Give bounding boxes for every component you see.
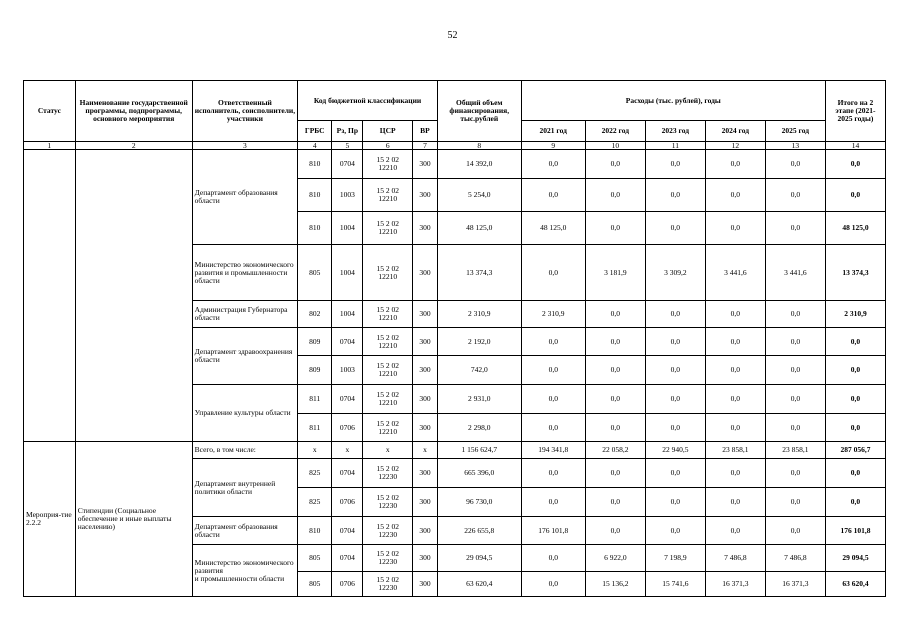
vr-cell: 300 bbox=[413, 385, 438, 414]
rzpr-cell: 1004 bbox=[332, 301, 363, 328]
year-value-cell: 0,0 bbox=[765, 459, 825, 488]
vr-cell: 300 bbox=[413, 414, 438, 442]
csr-line: 15 2 02 bbox=[376, 464, 399, 473]
csr-cell bbox=[363, 545, 413, 572]
csr-cell bbox=[363, 245, 413, 301]
rzpr-cell: 1004 bbox=[332, 245, 363, 301]
csr-line: 12210 bbox=[378, 398, 398, 407]
col-num: 5 bbox=[332, 142, 363, 150]
status-cell bbox=[24, 150, 76, 442]
stage-total-cell: 0,0 bbox=[825, 150, 885, 179]
csr-line: 12210 bbox=[378, 426, 398, 436]
total-cell: 13 374,3 bbox=[437, 245, 521, 301]
year-value-cell: 194 341,8 bbox=[521, 442, 585, 459]
csr-cell bbox=[363, 150, 413, 179]
year-value-cell: 7 198,9 bbox=[645, 545, 705, 572]
year-value-cell: 176 101,8 bbox=[521, 517, 585, 545]
csr-line: 12230 bbox=[378, 472, 398, 481]
csr-line: 15 2 02 bbox=[376, 155, 399, 164]
responsible-cell: Администрация Губернатора области bbox=[192, 301, 298, 328]
year-value-cell: 23 858,1 bbox=[765, 442, 825, 459]
year-value-cell: 0,0 bbox=[521, 356, 585, 385]
name-cell bbox=[75, 150, 192, 442]
responsible-cell: Управление культуры области bbox=[192, 385, 298, 442]
year-value-cell: 0,0 bbox=[705, 328, 765, 356]
header-expenses: Расходы (тыс. рублей), годы bbox=[521, 81, 825, 121]
header-total: Общий объем финансирования, тыс.рублей bbox=[437, 81, 521, 142]
year-value-cell: 0,0 bbox=[765, 150, 825, 179]
rzpr-cell: 0704 bbox=[332, 385, 363, 414]
vr-cell: 300 bbox=[413, 572, 438, 597]
total-cell: 63 620,4 bbox=[437, 572, 521, 597]
stage-total-cell: 0,0 bbox=[825, 385, 885, 414]
col-num: 1 bbox=[24, 142, 76, 150]
grbs-cell: 802 bbox=[298, 301, 332, 328]
column-numbers-row bbox=[24, 142, 886, 150]
year-value-cell: 0,0 bbox=[521, 488, 585, 517]
csr-line: 12230 bbox=[378, 501, 398, 510]
stage-total-cell: 13 374,3 bbox=[825, 245, 885, 301]
stage-total-cell: 2 310,9 bbox=[825, 301, 885, 328]
year-value-cell: 3 441,6 bbox=[705, 245, 765, 301]
csr-line: 15 2 02 bbox=[376, 219, 399, 228]
csr-cell bbox=[363, 179, 413, 212]
year-value-cell: 48 125,0 bbox=[521, 212, 585, 245]
col-num: 11 bbox=[645, 142, 705, 150]
rzpr-cell: 1003 bbox=[332, 356, 363, 385]
rzpr-cell: 0706 bbox=[332, 488, 363, 517]
header-2021: 2021 год bbox=[521, 121, 585, 142]
total-cell: 5 254,0 bbox=[437, 179, 521, 212]
csr-line: 15 2 02 bbox=[376, 361, 399, 370]
responsible-line: Министерство экономического развития bbox=[194, 557, 294, 575]
vr-cell: 300 bbox=[413, 356, 438, 385]
col-num: 7 bbox=[413, 142, 438, 150]
year-value-cell: 0,0 bbox=[705, 385, 765, 414]
year-value-cell: 0,0 bbox=[585, 356, 645, 385]
responsible-cell: Департамент внутренней политики области bbox=[192, 459, 298, 517]
col-num: 10 bbox=[585, 142, 645, 150]
rzpr-cell: 0704 bbox=[332, 328, 363, 356]
vr-cell: 300 bbox=[413, 212, 438, 245]
year-value-cell: 0,0 bbox=[521, 385, 585, 414]
year-value-cell: 0,0 bbox=[705, 356, 765, 385]
responsible-cell: Департамент образования области bbox=[192, 150, 298, 245]
grbs-cell: 811 bbox=[298, 414, 332, 442]
year-value-cell: 0,0 bbox=[705, 459, 765, 488]
table-row-total bbox=[24, 442, 886, 459]
col-num: 8 bbox=[437, 142, 521, 150]
budget-table bbox=[23, 80, 886, 597]
year-value-cell: 0,0 bbox=[645, 150, 705, 179]
year-value-cell: 0,0 bbox=[521, 328, 585, 356]
year-value-cell: 2 310,9 bbox=[521, 301, 585, 328]
total-cell: 2 298,0 bbox=[437, 414, 521, 442]
year-value-cell: 15 136,2 bbox=[585, 572, 645, 597]
year-value-cell: 7 486,8 bbox=[705, 545, 765, 572]
csr-line: 12210 bbox=[378, 271, 398, 281]
total-cell: 29 094,5 bbox=[437, 545, 521, 572]
col-num: 14 bbox=[825, 142, 885, 150]
header-2024: 2024 год bbox=[705, 121, 765, 142]
header-rzpr: Рз, Пр bbox=[332, 121, 363, 142]
year-value-cell: 0,0 bbox=[765, 517, 825, 545]
vr-cell: х bbox=[413, 442, 438, 459]
grbs-cell: 810 bbox=[298, 517, 332, 545]
stage-total-cell: 29 094,5 bbox=[825, 545, 885, 572]
grbs-cell: 809 bbox=[298, 328, 332, 356]
responsible-cell bbox=[192, 545, 298, 597]
rzpr-cell: 0706 bbox=[332, 414, 363, 442]
csr-line: 12210 bbox=[378, 313, 398, 322]
year-value-cell: 3 181,9 bbox=[585, 245, 645, 301]
csr-cell bbox=[363, 517, 413, 545]
year-value-cell: 3 309,2 bbox=[645, 245, 705, 301]
year-value-cell: 16 371,3 bbox=[765, 572, 825, 597]
vr-cell: 300 bbox=[413, 245, 438, 301]
year-value-cell: 0,0 bbox=[645, 212, 705, 245]
total-cell: 14 392,0 bbox=[437, 150, 521, 179]
csr-line: 12230 bbox=[378, 583, 398, 592]
csr-cell bbox=[363, 301, 413, 328]
year-value-cell: 0,0 bbox=[765, 212, 825, 245]
year-value-cell: 0,0 bbox=[585, 488, 645, 517]
csr-line: 15 2 02 bbox=[376, 305, 399, 314]
year-value-cell: 0,0 bbox=[765, 488, 825, 517]
total-cell: 2 192,0 bbox=[437, 328, 521, 356]
year-value-cell: 0,0 bbox=[645, 459, 705, 488]
header-budget-code: Код бюджетной классификации bbox=[298, 81, 438, 121]
grbs-cell: 809 bbox=[298, 356, 332, 385]
total-cell: 2 931,0 bbox=[437, 385, 521, 414]
rzpr-cell: 0706 bbox=[332, 572, 363, 597]
grbs-cell: 810 bbox=[298, 212, 332, 245]
vr-cell: 300 bbox=[413, 179, 438, 212]
year-value-cell: 0,0 bbox=[765, 179, 825, 212]
csr-cell: х bbox=[363, 442, 413, 459]
year-value-cell: 0,0 bbox=[645, 328, 705, 356]
stage-total-cell: 0,0 bbox=[825, 488, 885, 517]
grbs-cell: 810 bbox=[298, 179, 332, 212]
year-value-cell: 0,0 bbox=[521, 459, 585, 488]
year-value-cell: 0,0 bbox=[521, 414, 585, 442]
csr-line: 12210 bbox=[378, 194, 398, 203]
total-cell: 226 655,8 bbox=[437, 517, 521, 545]
csr-line: 15 2 02 bbox=[376, 521, 399, 531]
year-value-cell: 0,0 bbox=[705, 179, 765, 212]
grbs-cell: 805 bbox=[298, 572, 332, 597]
header-status: Статус bbox=[24, 81, 76, 142]
csr-line: 12230 bbox=[378, 557, 398, 566]
csr-line: 15 2 02 bbox=[376, 493, 399, 502]
csr-line: 12210 bbox=[378, 163, 398, 172]
col-num: 2 bbox=[75, 142, 192, 150]
year-value-cell: 22 940,5 bbox=[645, 442, 705, 459]
grbs-cell: 805 bbox=[298, 545, 332, 572]
header-csr: ЦСР bbox=[363, 121, 413, 142]
csr-line: 12210 bbox=[378, 340, 398, 350]
year-value-cell: 0,0 bbox=[705, 414, 765, 442]
year-value-cell: 0,0 bbox=[705, 517, 765, 545]
header-name: Наименование государственной программы, подпрограммы, основного мероприятия bbox=[75, 81, 192, 142]
vr-cell: 300 bbox=[413, 301, 438, 328]
vr-cell: 300 bbox=[413, 150, 438, 179]
vr-cell: 300 bbox=[413, 545, 438, 572]
stage-total-cell: 0,0 bbox=[825, 414, 885, 442]
year-value-cell: 15 741,6 bbox=[645, 572, 705, 597]
name-cell: Стипендии (Социальное обеспечение и иные выплаты населению) bbox=[75, 442, 192, 597]
year-value-cell: 0,0 bbox=[585, 414, 645, 442]
year-value-cell: 0,0 bbox=[705, 150, 765, 179]
stage-total-cell: 63 620,4 bbox=[825, 572, 885, 597]
total-cell: 665 396,0 bbox=[437, 459, 521, 488]
year-value-cell: 0,0 bbox=[645, 517, 705, 545]
csr-cell bbox=[363, 212, 413, 245]
rzpr-cell: 0704 bbox=[332, 150, 363, 179]
grbs-cell: 811 bbox=[298, 385, 332, 414]
responsible-cell: Министерство экономического развития и промышленности области bbox=[192, 245, 298, 301]
year-value-cell: 0,0 bbox=[521, 150, 585, 179]
header-2025: 2025 год bbox=[765, 121, 825, 142]
col-num: 3 bbox=[192, 142, 298, 150]
header-responsible: Ответственный исполнитель, соисполнители, участники bbox=[192, 81, 298, 142]
year-value-cell: 0,0 bbox=[705, 301, 765, 328]
csr-cell bbox=[363, 414, 413, 442]
col-num: 4 bbox=[298, 142, 332, 150]
year-value-cell: 0,0 bbox=[765, 328, 825, 356]
year-value-cell: 6 922,0 bbox=[585, 545, 645, 572]
total-cell: 1 156 624,7 bbox=[437, 442, 521, 459]
year-value-cell: 0,0 bbox=[645, 179, 705, 212]
header-grbs: ГРБС bbox=[298, 121, 332, 142]
year-value-cell: 0,0 bbox=[585, 385, 645, 414]
csr-line: 15 2 02 bbox=[376, 418, 399, 428]
year-value-cell: 0,0 bbox=[705, 488, 765, 517]
year-value-cell: 0,0 bbox=[765, 385, 825, 414]
csr-line: 12210 bbox=[378, 369, 398, 378]
rzpr-cell: 0704 bbox=[332, 459, 363, 488]
year-value-cell: 0,0 bbox=[585, 328, 645, 356]
csr-cell bbox=[363, 328, 413, 356]
csr-line: 12210 bbox=[378, 227, 398, 236]
grbs-cell: 805 bbox=[298, 245, 332, 301]
total-cell: 96 730,0 bbox=[437, 488, 521, 517]
csr-cell bbox=[363, 488, 413, 517]
year-value-cell: 0,0 bbox=[585, 459, 645, 488]
csr-cell bbox=[363, 385, 413, 414]
year-value-cell: 0,0 bbox=[521, 572, 585, 597]
stage-total-cell: 0,0 bbox=[825, 356, 885, 385]
responsible-cell: Департамент здравоохранения области bbox=[192, 328, 298, 385]
stage-total-cell: 176 101,8 bbox=[825, 517, 885, 545]
year-value-cell: 0,0 bbox=[585, 301, 645, 328]
vr-cell: 300 bbox=[413, 459, 438, 488]
csr-line: 15 2 02 bbox=[376, 263, 399, 273]
stage-total-cell: 0,0 bbox=[825, 179, 885, 212]
csr-line: 12230 bbox=[378, 529, 398, 539]
grbs-cell: 825 bbox=[298, 488, 332, 517]
header-vr: ВР bbox=[413, 121, 438, 142]
responsible-line: и промышленности области bbox=[194, 573, 285, 583]
year-value-cell: 16 371,3 bbox=[705, 572, 765, 597]
rzpr-cell: 0704 bbox=[332, 545, 363, 572]
year-value-cell: 0,0 bbox=[645, 356, 705, 385]
csr-line: 15 2 02 bbox=[376, 549, 399, 558]
rzpr-cell: х bbox=[332, 442, 363, 459]
year-value-cell: 0,0 bbox=[521, 245, 585, 301]
rzpr-cell: 1003 bbox=[332, 179, 363, 212]
year-value-cell: 3 441,6 bbox=[765, 245, 825, 301]
year-value-cell: 0,0 bbox=[585, 179, 645, 212]
rzpr-cell: 1004 bbox=[332, 212, 363, 245]
vr-cell: 300 bbox=[413, 517, 438, 545]
year-value-cell: 0,0 bbox=[521, 545, 585, 572]
year-value-cell: 0,0 bbox=[585, 517, 645, 545]
year-value-cell: 0,0 bbox=[645, 488, 705, 517]
responsible-cell: Всего, в том числе: bbox=[192, 442, 298, 459]
year-value-cell: 0,0 bbox=[645, 301, 705, 328]
year-value-cell: 0,0 bbox=[765, 356, 825, 385]
grbs-cell: 825 bbox=[298, 459, 332, 488]
csr-cell bbox=[363, 459, 413, 488]
total-cell: 48 125,0 bbox=[437, 212, 521, 245]
year-value-cell: 0,0 bbox=[645, 385, 705, 414]
grbs-cell: 810 bbox=[298, 150, 332, 179]
col-num: 6 bbox=[363, 142, 413, 150]
rzpr-cell: 0704 bbox=[332, 517, 363, 545]
total-cell: 742,0 bbox=[437, 356, 521, 385]
vr-cell: 300 bbox=[413, 328, 438, 356]
year-value-cell: 0,0 bbox=[521, 179, 585, 212]
stage-total-cell: 287 056,7 bbox=[825, 442, 885, 459]
csr-line: 15 2 02 bbox=[376, 186, 399, 195]
year-value-cell: 23 858,1 bbox=[705, 442, 765, 459]
csr-cell bbox=[363, 356, 413, 385]
year-value-cell: 0,0 bbox=[585, 212, 645, 245]
grbs-cell: х bbox=[298, 442, 332, 459]
col-num: 9 bbox=[521, 142, 585, 150]
vr-cell: 300 bbox=[413, 488, 438, 517]
year-value-cell: 0,0 bbox=[585, 150, 645, 179]
status-cell: Мероприя-тие 2.2.2 bbox=[24, 442, 76, 597]
header-stage-total: Итого на 2 этапе (2021-2025 годы) bbox=[825, 81, 885, 142]
csr-line: 15 2 02 bbox=[376, 332, 399, 342]
csr-line: 15 2 02 bbox=[376, 575, 399, 584]
col-num: 13 bbox=[765, 142, 825, 150]
header-2023: 2023 год bbox=[645, 121, 705, 142]
csr-line: 15 2 02 bbox=[376, 390, 399, 399]
table-row bbox=[24, 150, 886, 179]
year-value-cell: 22 058,2 bbox=[585, 442, 645, 459]
year-value-cell: 0,0 bbox=[705, 212, 765, 245]
stage-total-cell: 48 125,0 bbox=[825, 212, 885, 245]
year-value-cell: 0,0 bbox=[645, 414, 705, 442]
year-value-cell: 7 486,8 bbox=[765, 545, 825, 572]
responsible-cell: Департамент образования области bbox=[192, 517, 298, 545]
year-value-cell: 0,0 bbox=[765, 301, 825, 328]
year-value-cell: 0,0 bbox=[765, 414, 825, 442]
col-num: 12 bbox=[705, 142, 765, 150]
page-number: 52 bbox=[447, 30, 458, 41]
total-cell: 2 310,9 bbox=[437, 301, 521, 328]
header-2022: 2022 год bbox=[585, 121, 645, 142]
csr-cell bbox=[363, 572, 413, 597]
stage-total-cell: 0,0 bbox=[825, 459, 885, 488]
stage-total-cell: 0,0 bbox=[825, 328, 885, 356]
